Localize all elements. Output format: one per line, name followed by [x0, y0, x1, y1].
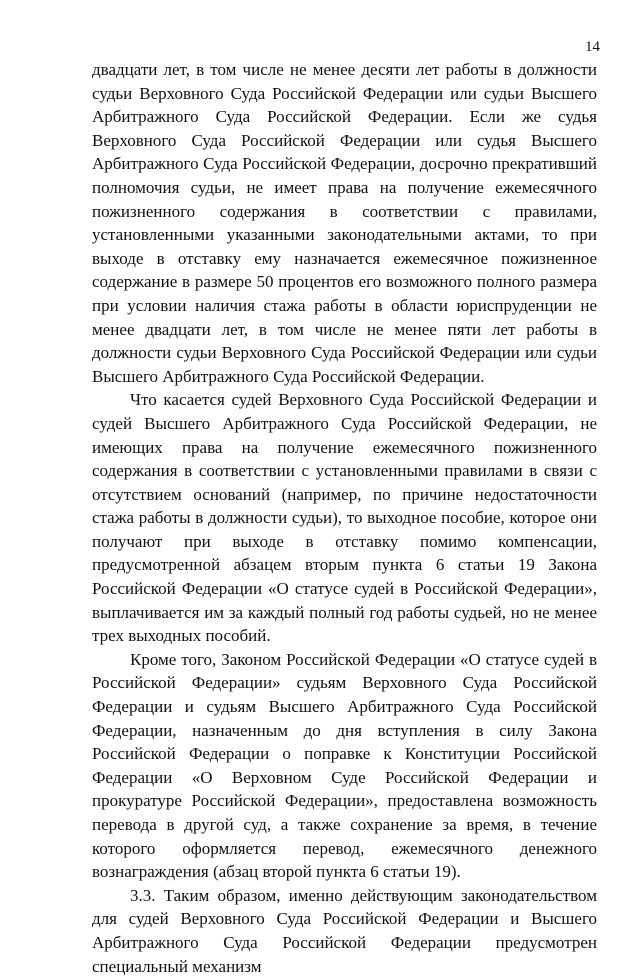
paragraph-continuation: двадцати лет, в том числе не менее десяти лет работы в должности судьи Верховного Суда Российской Федерации или судьи Высшего Арбитражного Суда Российской Федерации. Если же судья Верховного Суда Российской Федерации или судья Высшего Арбитражного Суда Российской Федерации, досрочно прекративший полномочия судьи, не имеет права на получение ежемесячного пожизненного содержания в соответствии с правилами, установленными указанными законодательными актами, то при выходе в отставку ему назначается ежемесячное пожизненное содержание в размере 50 процентов его возможного полного размера при условии наличия стажа работы в области юриспруденции не менее двадцати лет, в том числе не менее пяти лет работы в должности судьи Верховного Суда Российской Федерации или судьи Высшего Арбитражного Суда Российской Федерации.: [92, 60, 597, 386]
document-body: [92, 58, 597, 978]
page-number: 14: [585, 39, 600, 55]
paragraph-severance-pay: Что касается судей Верховного Суда Российской Федерации и судей Высшего Арбитражного Суда Российской Федерации, не имеющих права на получение ежемесячного пожизненного содержания в соответствии с установленными правилами в связи с отсутствием оснований (например, по причине недостаточности стажа работы в должности судьи), то выходное пособие, которое они получают при выходе в отставку помимо компенсации, предусмотренной абзацем вторым пункта 6 статьи 19 Закона Российской Федерации «О статусе судей в Российской Федерации», выплачивается им за каждый полный год работы судьей, но не менее трех выходных пособий.: [92, 390, 597, 646]
paragraph-section-3-3: 3.3. Таким образом, именно действующим законодательством для судей Верховного Суда Российской Федерации и Высшего Арбитражного Суда Российской Федерации предусмотрен специальный механизм: [92, 885, 597, 976]
paragraph-transfer: Кроме того, Законом Российской Федерации «О статусе судей в Российской Федерации» судьям Верховного Суда Российской Федерации и судьям Высшего Арбитражного Суда Российской Федерации, назначенным до дня вступления в силу Закона Российской Федерации о поправке к Конституции Российской Федерации «О Верховном Суде Российской Федерации и прокуратуре Российской Федерации», предоставлена возможность перевода в другой суд, а также сохранение за время, в течение которого оформляется перевод, ежемесячного денежного вознаграждения (абзац второй пункта 6 статьи 19).: [92, 649, 597, 882]
